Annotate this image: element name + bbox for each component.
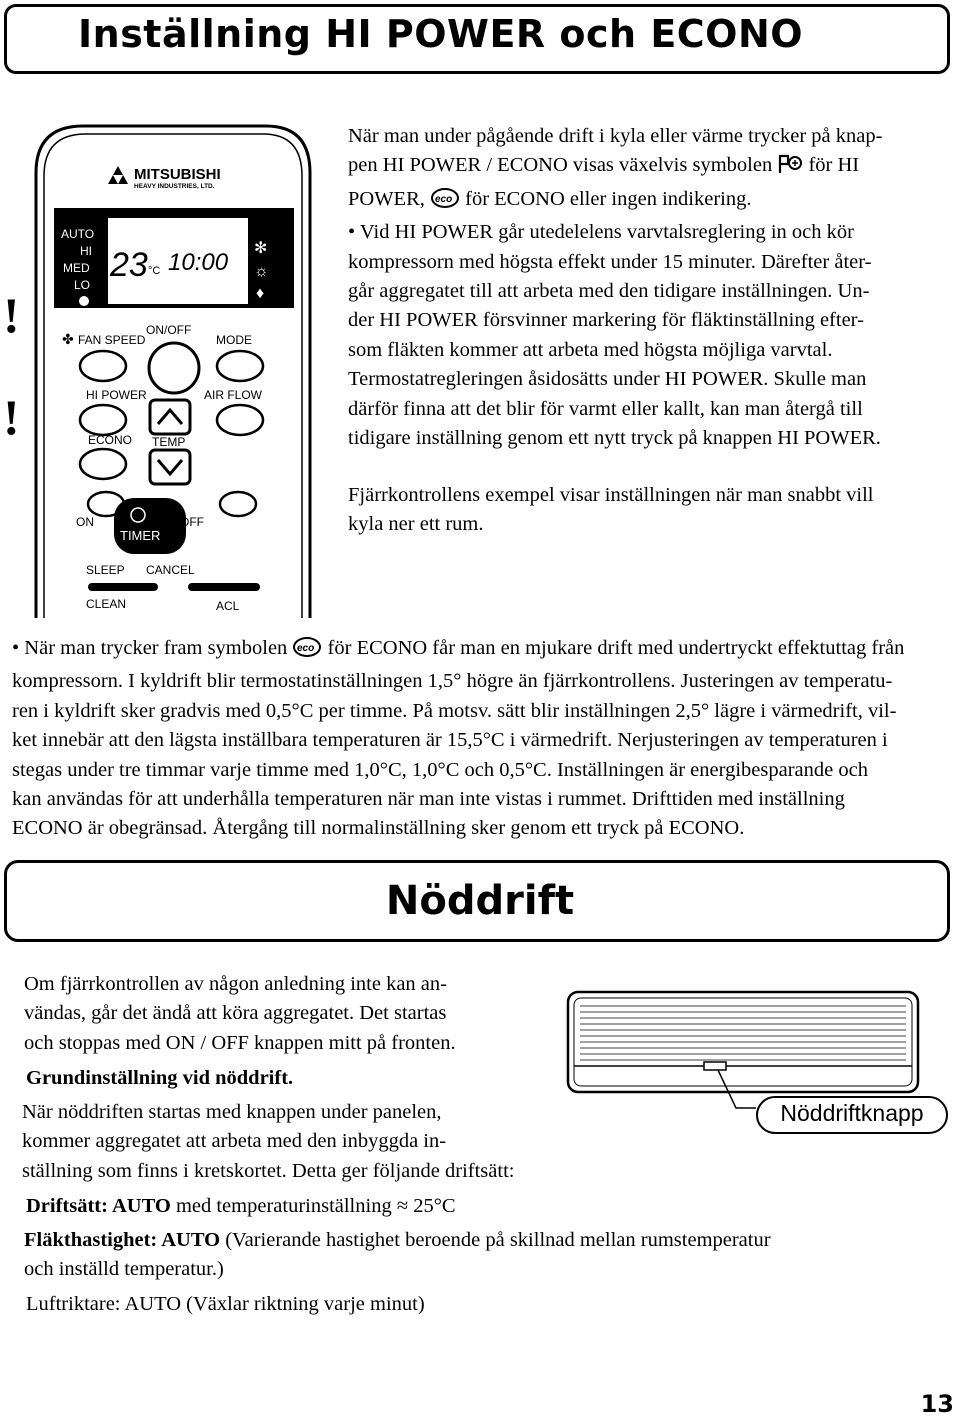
callout-label: Nöddriftknapp xyxy=(780,1100,924,1126)
section-title: Nöddrift xyxy=(385,878,575,924)
page-number: 13 xyxy=(920,1390,954,1418)
svg-text:✤: ✤ xyxy=(62,331,74,347)
timer-on-label: ON xyxy=(76,515,94,529)
setting-louver: Luftriktare: AUTO (Växlar riktning varje minut) xyxy=(26,1293,425,1315)
mitsubishi-logo-icon xyxy=(108,166,128,184)
on-off-label: ON/OFF xyxy=(146,323,192,337)
svg-text:✻: ✻ xyxy=(254,240,268,257)
svg-text:eco: eco xyxy=(435,193,453,205)
timer-button[interactable] xyxy=(114,498,186,554)
example-note: Fjärrkontrollens exempel visar inställningen när man snabbt vill kyla ner ett rum. xyxy=(348,484,874,536)
temp-label: TEMP xyxy=(152,435,186,449)
econo-icon xyxy=(430,187,460,218)
econo-label: ECONO xyxy=(88,433,133,447)
cancel-button[interactable] xyxy=(188,583,260,591)
cool-mode-icon xyxy=(254,240,267,257)
svg-text:♦: ♦ xyxy=(256,285,265,302)
fan-speed-label: FAN SPEED xyxy=(78,333,146,347)
svg-text:eco: eco xyxy=(297,643,315,654)
air-flow-button[interactable] xyxy=(217,405,263,435)
mode-med: MED xyxy=(63,261,90,275)
econo-description: • När man trycker fram symbolen eco för ECONO får man en mjukare drift med undertryckt effektuttag från kompressorn. I kyldrift blir termostatinställningen 1,5° högre än fjärrkontrollens. Justeringen av temperatu- ren i kyldrift sker gradvis med 0,5°C per timme. På motsv. sätt blir inställningen 2,5° lägre i värmedrift, vil- ket innebär att den lägsta inställbara temperaturen är 15,5°C i värmedrift. Nerjusteringen av temperaturen i stegas under tre timmar varje timme med 1,0°C, 1,0°C och 0,5°C. Inställningen är energibesparande och kan användas för att underhålla temperaturen när man inte vistas i rummet. Drifttiden med inställning ECONO är obegränsad. Återgång till normalinställning sker genom ett tryck på ECONO. xyxy=(12,637,905,840)
mode-auto: AUTO xyxy=(61,227,95,241)
timer-off-button[interactable] xyxy=(220,492,256,516)
emergency-switch[interactable] xyxy=(704,1062,726,1070)
hi-power-icon xyxy=(777,153,803,184)
mode-lo: LO xyxy=(74,278,91,292)
emergency-intro: Om fjärrkontrollen av någon anledning inte kan an- vändas, går det ändå att köra aggregatet. Det startas och stoppas med ON / OFF knappen mitt på fronten. xyxy=(24,973,456,1054)
hi-power-label: HI POWER xyxy=(86,388,147,402)
brand-label: MITSUBISHI xyxy=(134,166,221,183)
page-title: Inställning HI POWER och ECONO xyxy=(78,12,804,56)
timer-label: TIMER xyxy=(120,528,161,543)
warning-mark-2: ! xyxy=(3,389,20,445)
acl-label: ACL xyxy=(216,599,240,613)
heat-mode-icon xyxy=(254,263,269,280)
display-unit: °C xyxy=(148,265,161,277)
sleep-button[interactable] xyxy=(88,583,158,591)
setting-mode: Driftsätt: AUTO med temperaturinställning ≈ 25°C xyxy=(26,1195,456,1217)
display-temperature: 23 xyxy=(110,246,148,284)
svg-text:☼: ☼ xyxy=(254,263,269,280)
on-off-button[interactable] xyxy=(149,343,199,393)
emergency-subheading: Grundinställning vid nöddrift. xyxy=(26,1067,294,1089)
econo-icon xyxy=(292,636,322,667)
setting-fan: Fläkthastighet: AUTO (Varierande hastighet beroende på skillnad mellan rumstemperatur och inställd temperatur.) xyxy=(24,1229,771,1281)
hi-power-description: När man under pågående drift i kyla eller värme trycker på knap- pen HI POWER / ECONO visas växelvis symbolen för HI POWER, eco för ECONO eller ingen indikering. • Vid HI POWER går utedelelens varvtalsreglering in och kör kompressorn med högsta effekt under 15 minuter. Därefter åter- går aggregatet till att arbeta med den tidigare inställningen. Un- der HI POWER försvinner markering för fläktinställning efter- som fläkten kommer att arbeta med högsta möjliga varvtal. Termostatregleringen åsidosätts under HI POWER. Skulle man därför finna att det blir för varmt eller kallt, kan man återgå till tidigare inställning genom ett nytt tryck på knappen HI POWER. xyxy=(348,125,883,450)
fan-speed-icon xyxy=(62,331,74,347)
sleep-label: SLEEP xyxy=(86,563,125,577)
warning-mark-1: ! xyxy=(3,287,20,343)
dry-mode-icon xyxy=(256,285,264,302)
fan-icon xyxy=(79,296,89,306)
mode-hi: HI xyxy=(80,244,92,258)
hi-power-button[interactable] xyxy=(80,405,126,435)
mode-button[interactable] xyxy=(217,351,263,381)
econo-button[interactable] xyxy=(80,449,126,479)
temp-up-button[interactable] xyxy=(150,400,190,434)
remote-control-illustration xyxy=(28,118,318,618)
timer-off-label: OFF xyxy=(180,515,204,529)
emergency-body: När nöddriften startas med knappen under panelen, kommer aggregatet att arbeta med den inbyggda in- ställning som finns i kretskortet. Detta ger följande driftsätt: xyxy=(22,1101,515,1182)
cancel-label: CANCEL xyxy=(146,563,195,577)
air-flow-label: AIR FLOW xyxy=(204,388,263,402)
fan-speed-button[interactable] xyxy=(80,351,126,381)
clean-label: CLEAN xyxy=(86,597,127,611)
temp-down-button[interactable] xyxy=(150,450,190,484)
display-time: 10:00 xyxy=(168,249,229,276)
brand-sublabel: HEAVY INDUSTRIES, LTD. xyxy=(134,183,215,190)
mode-label: MODE xyxy=(216,333,252,347)
